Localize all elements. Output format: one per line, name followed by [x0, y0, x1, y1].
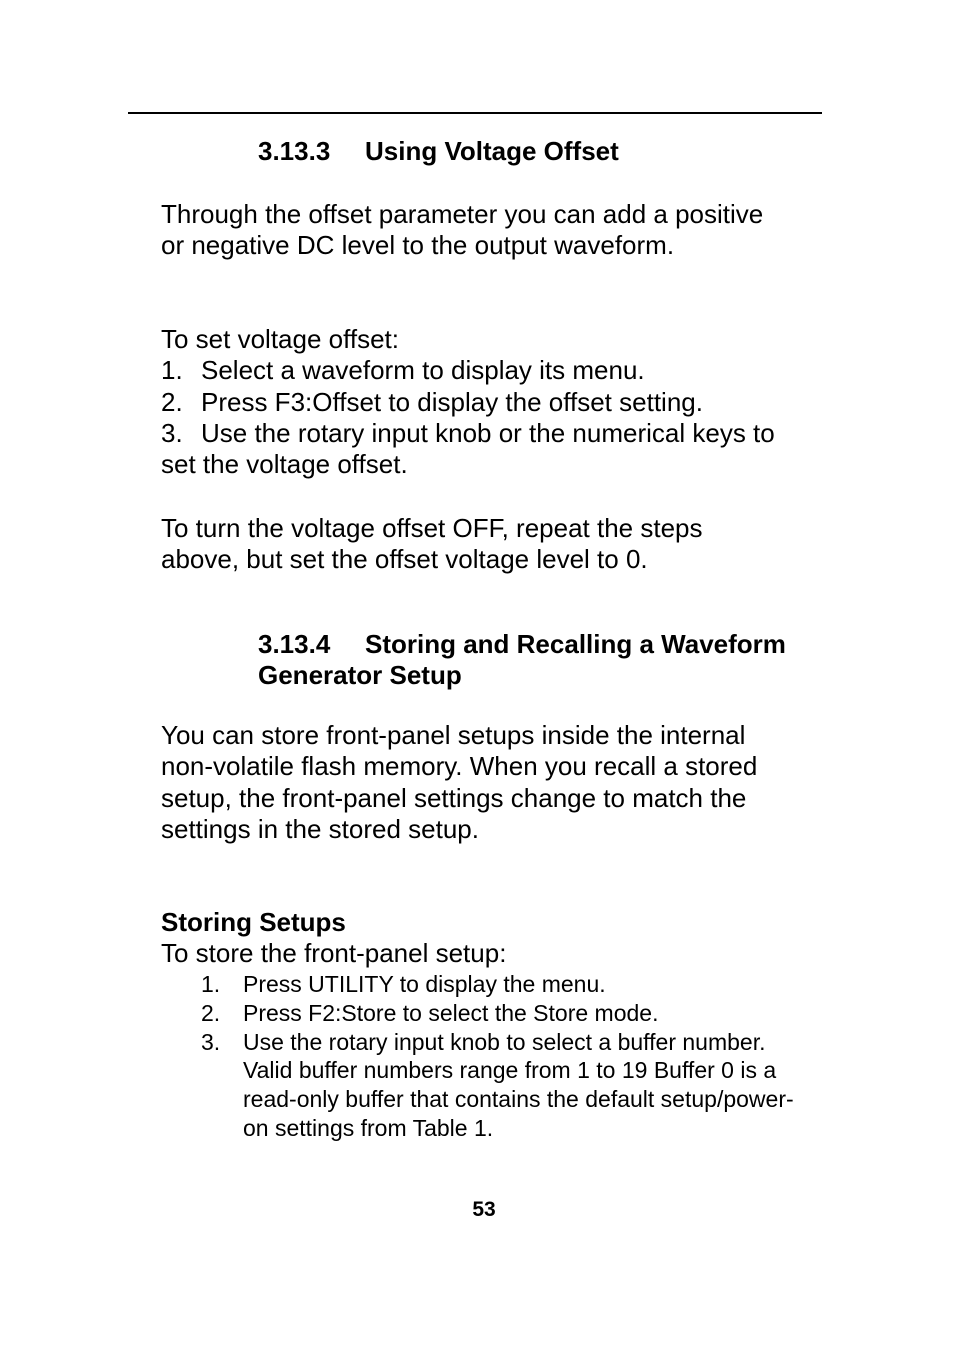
storing-intro: To store the front-panel setup:: [161, 938, 507, 969]
list-text: Use the rotary input knob or the numerical keys to: [201, 417, 775, 448]
list-number: 1.: [161, 355, 183, 386]
text-line: settings in the stored setup.: [161, 813, 479, 844]
list-item: [161, 387, 841, 418]
section-number: 3.13.3: [258, 136, 331, 166]
text-line: above, but set the offset voltage level to 0.: [161, 544, 648, 575]
storing-setups-block: [161, 907, 841, 970]
header-rule: [128, 112, 822, 114]
list-text: Select a waveform to display its menu.: [201, 355, 645, 386]
section-heading-3-13-3: [258, 136, 619, 167]
store-recall-intro-paragraph: [161, 720, 841, 845]
text-line: To turn the voltage offset OFF, repeat the steps: [161, 513, 703, 543]
list-number: 3.: [161, 417, 183, 448]
text-line: Through the offset parameter you can add a positive: [161, 199, 764, 229]
steps-intro: To set voltage offset:: [161, 324, 399, 354]
offset-off-paragraph: [161, 513, 841, 576]
section-title-continued: Generator Setup: [258, 660, 462, 690]
section-number: 3.13.4: [258, 629, 331, 659]
list-item: [201, 999, 841, 1028]
list-number: 2.: [201, 999, 221, 1026]
list-number: 1.: [201, 971, 221, 997]
offset-steps: [161, 324, 841, 480]
offset-intro-paragraph: [161, 199, 841, 262]
section-heading-3-13-4: [258, 629, 786, 691]
list-item: [161, 355, 841, 386]
list-text: Press F2:Store to select the Store mode.: [243, 999, 659, 1026]
list-item: [201, 970, 841, 999]
section-title: Using Voltage Offset: [365, 136, 619, 166]
text-line: You can store front-panel setups inside the internal: [161, 720, 746, 750]
page-number: 53: [472, 1198, 496, 1221]
text-line: non-volatile flash memory. When you recall a stored: [161, 751, 758, 782]
text-line: or negative DC level to the output waveform.: [161, 230, 675, 261]
list-text: Use the rotary input knob to select a buffer number. Valid buffer numbers range from 1 to 19 Buffer 0 is a read-only buffer that contains the default setup/power-on settings from Table 1.: [243, 1028, 794, 1141]
list-text-continued: set the voltage offset.: [161, 449, 408, 480]
list-item: [201, 1028, 798, 1143]
subheading-storing-setups: Storing Setups: [161, 907, 346, 937]
list-text: Press UTILITY to display the menu.: [243, 971, 606, 997]
storing-steps: [201, 970, 841, 1143]
list-number: 2.: [161, 386, 183, 417]
list-item: [161, 418, 841, 449]
list-text: Press F3:Offset to display the offset setting.: [201, 386, 703, 417]
text-line: setup, the front-panel settings change to match the: [161, 782, 747, 813]
section-title: Storing and Recalling a Waveform: [365, 629, 786, 659]
list-number: 3.: [201, 1028, 221, 1055]
